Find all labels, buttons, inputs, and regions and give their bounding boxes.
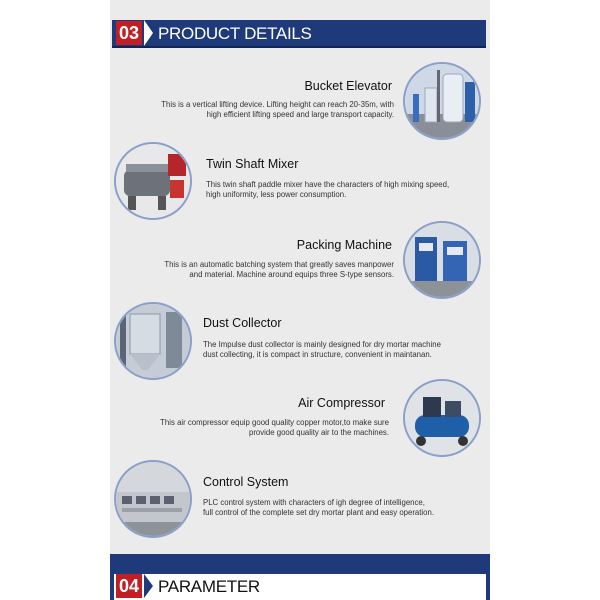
item-title: Bucket Elevator (304, 79, 392, 93)
item-desc-line1: This is a vertical lifting device. Lifting height can reach 20-35m, with (161, 100, 394, 109)
air-compressor-photo (403, 379, 481, 457)
item-desc-line2: high uniformity, less power consumption. (206, 190, 347, 199)
section-number: 03 (116, 21, 142, 45)
product-item-dust-collector (110, 300, 490, 390)
item-desc-line1: The Impulse dust collector is mainly designed for dry mortar machine (203, 340, 441, 349)
section-number: 04 (116, 574, 142, 598)
item-title: Air Compressor (298, 396, 385, 410)
item-desc-line1: This twin shaft paddle mixer have the characters of high mixing speed, (206, 180, 450, 189)
product-item-air-compressor (110, 379, 490, 469)
item-desc-line2: high efficient lifting speed and large transport capacity. (206, 110, 394, 119)
item-desc-line1: This is an automatic batching system that greatly saves manpower (164, 260, 394, 269)
item-desc-line1: This air compressor equip good quality copper motor,to make sure (160, 418, 389, 427)
item-title: Packing Machine (296, 238, 392, 252)
product-details-header (112, 20, 486, 48)
product-item-control-system (110, 458, 490, 548)
item-title: Twin Shaft Mixer (206, 157, 299, 171)
product-item-bucket-elevator (110, 62, 490, 152)
bucket-elevator-photo (403, 62, 481, 140)
packing-machine-photo (403, 221, 481, 299)
section-title: PARAMETER (158, 577, 260, 596)
chevron-right-icon (144, 20, 153, 46)
item-desc-line2: dust collecting, it is compact in structure, convenient in maintanan. (203, 350, 432, 359)
item-desc-line1: PLC control system with characters of igh degree of intelligence, (203, 498, 425, 507)
item-title: Control System (203, 475, 289, 489)
product-item-packing-machine (110, 221, 490, 311)
dust-collector-photo (114, 302, 192, 380)
item-title: Dust Collector (203, 316, 282, 330)
item-desc-line2: full control of the complete set dry mortar plant and easy operation. (203, 508, 434, 517)
section-title: PRODUCT DETAILS (158, 24, 312, 43)
item-desc-line2: and material. Machine around equips three S-type sensors. (189, 270, 394, 279)
item-desc-line2: provide good quality air to the machines. (249, 428, 389, 437)
parameter-header (114, 574, 486, 600)
control-system-photo (114, 460, 192, 538)
chevron-right-icon (144, 574, 153, 598)
product-item-twin-shaft-mixer (110, 140, 490, 230)
twin-shaft-mixer-photo (114, 142, 192, 220)
